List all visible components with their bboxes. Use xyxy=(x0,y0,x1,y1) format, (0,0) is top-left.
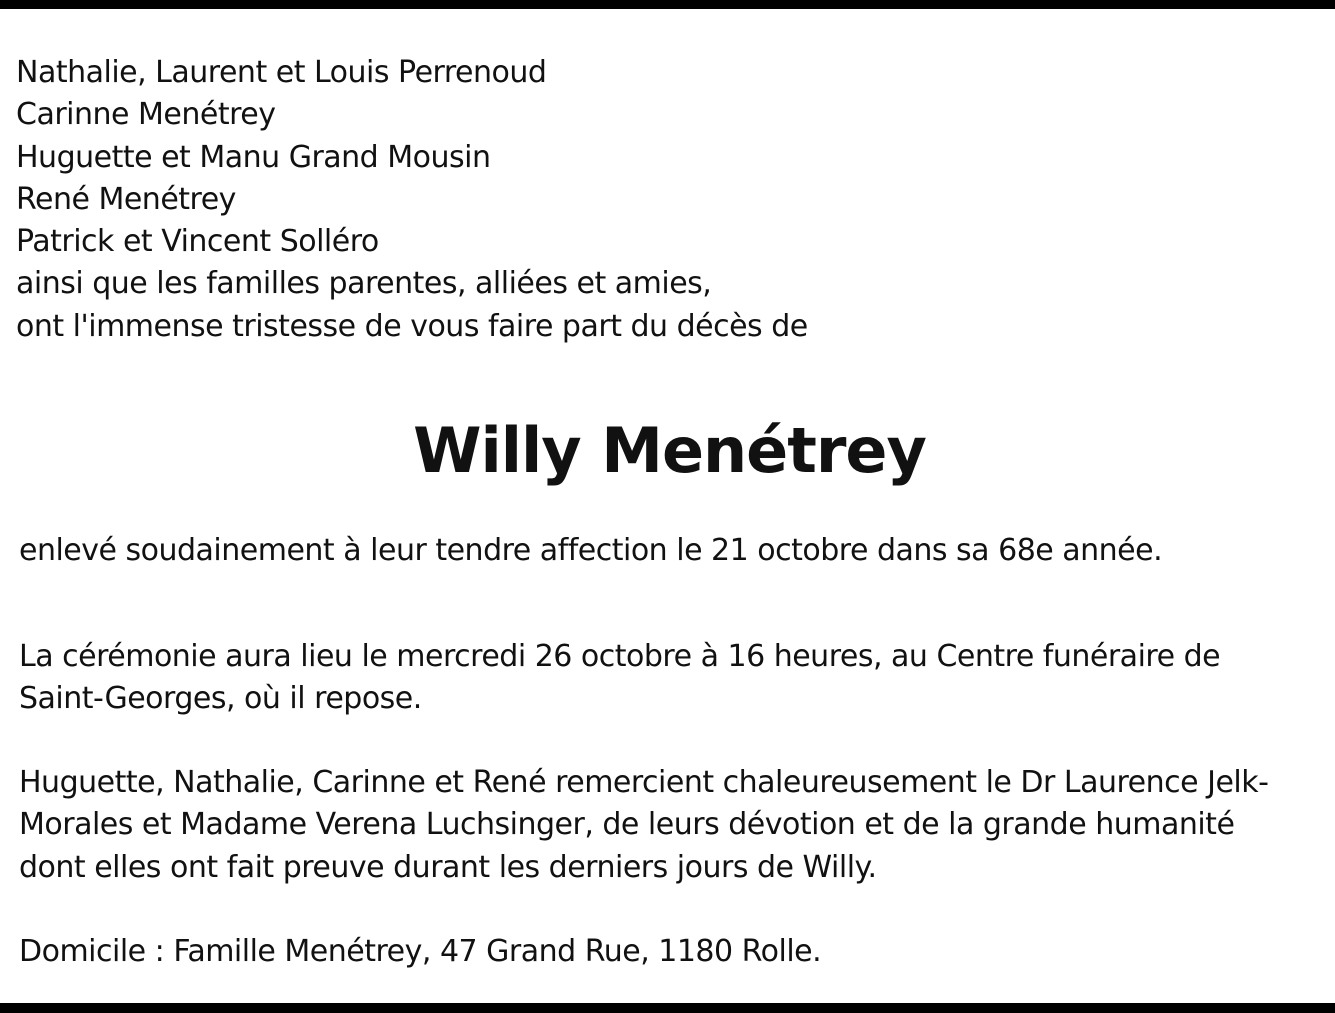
bottom-border-rule xyxy=(0,1003,1335,1013)
mourner-line: Huguette et Manu Grand Mousin xyxy=(16,139,491,175)
mourner-line: Patrick et Vincent Solléro xyxy=(16,224,379,260)
domicile-address: Domicile : Famille Menétrey, 47 Grand Rue, 1180 Rolle. xyxy=(19,934,822,969)
mourners-list xyxy=(16,52,808,348)
mourner-line: Nathalie, Laurent et Louis Perrenoud xyxy=(16,55,547,90)
mourner-line: René Menétrey xyxy=(16,181,236,217)
families-line: ainsi que les familles parentes, alliées et amies, xyxy=(16,266,712,302)
mourner-line: Carinne Menétrey xyxy=(16,97,276,133)
death-statement: enlevé soudainement à leur tendre affection le 21 octobre dans sa 68e année. xyxy=(19,533,1163,568)
ceremony-details: La cérémonie aura lieu le mercredi 26 octobre à 16 heures, au Centre funéraire de Saint-Georges, où il repose. xyxy=(19,639,1221,717)
thanks-paragraph: Huguette, Nathalie, Carinne et René remercient chaleureusement le Dr Laurence Jelk-Morales et Madame Verena Luchsinger, de leurs dévotion et de la grande humanité dont elles ont fait preuve durant les derniers jours de Willy. xyxy=(19,765,1269,885)
top-border-rule xyxy=(0,0,1335,9)
deceased-name: Willy Menétrey xyxy=(413,414,926,487)
announcement-line: ont l'immense tristesse de vous faire part du décès de xyxy=(16,308,808,344)
